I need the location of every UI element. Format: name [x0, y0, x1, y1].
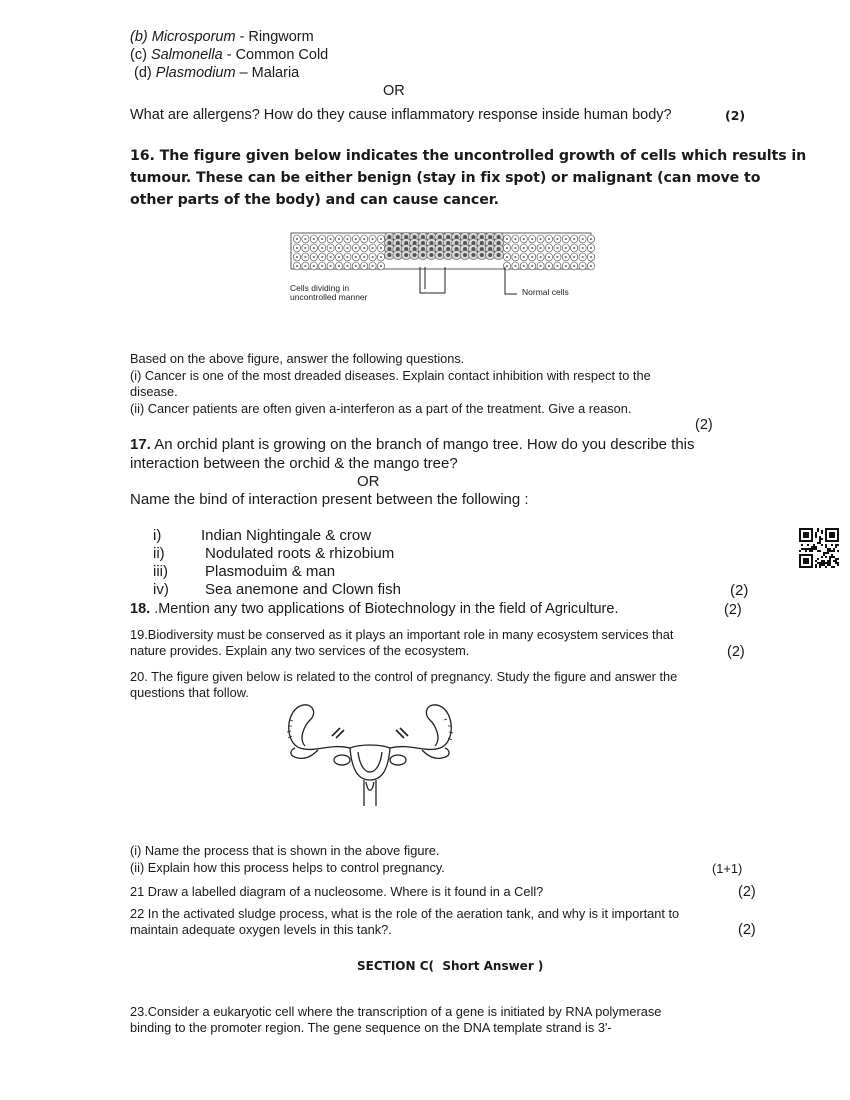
q15-alternative: What are allergens? How do they cause inflammatory response inside human body? — [130, 107, 672, 123]
q17-item-number: iv) — [153, 581, 169, 598]
q18-marks: (2) — [724, 602, 742, 618]
q21-marks: (2) — [738, 884, 756, 900]
q19-line-1: 19.Biodiversity must be conserved as it plays an important role in many ecosystem services that — [130, 627, 674, 642]
q15-option-b: (b) Microsporum - Ringworm — [130, 29, 314, 45]
q19-marks: (2) — [727, 644, 745, 660]
q17-item-text: Sea anemone and Clown fish — [205, 581, 401, 598]
q15-marks: (2) — [725, 108, 746, 123]
tumour-cells-figure — [285, 215, 605, 310]
q15-option-c: (c) Salmonella - Common Cold — [130, 47, 329, 63]
q17-item-text: Plasmoduim & man — [205, 563, 336, 580]
q17-or: OR — [357, 473, 380, 490]
fig-label-normal-cells: Normal cells — [522, 287, 569, 297]
q22-line-2: maintain adequate oxygen levels in this tank?. — [130, 922, 392, 937]
q16-part-ii: (ii) Cancer patients are often given a-interferon as a part of the treatment. Give a reason. — [130, 401, 632, 416]
qr-code-icon — [799, 528, 839, 570]
fig-label-cells-dividing: Cells dividing in — [290, 283, 350, 293]
q17-item-text: Indian Nightingale & crow — [201, 527, 372, 544]
q16-line-3: other parts of the body) and can cause cancer. — [130, 192, 499, 208]
q17-marks: (2) — [730, 582, 749, 599]
q15-option-d: (d) Plasmodium – Malaria — [130, 65, 300, 81]
q17-item-number: i) — [153, 527, 162, 544]
cell-grid — [293, 233, 594, 271]
q23-line-1: 23.Consider a eukaryotic cell where the transcription of a gene is initiated by RNA polymerase — [130, 1004, 662, 1019]
fig-label-uncontrolled: uncontrolled manner — [290, 292, 368, 302]
q16-line-2: tumour. These can be either benign (stay in fix spot) or malignant (can move to — [130, 170, 761, 186]
q18: 18. .Mention any two applications of Biotechnology in the field of Agriculture. — [130, 601, 619, 617]
or-divider: OR — [383, 83, 405, 99]
q16-based: Based on the above figure, answer the following questions. — [130, 351, 465, 366]
q22-marks: (2) — [738, 922, 756, 938]
q17-item-text: Nodulated roots & rhizobium — [205, 545, 395, 562]
q23-line-2: binding to the promoter region. The gene sequence on the DNA template strand is 3'- — [130, 1020, 612, 1035]
q17-line-2: interaction between the orchid & the mango tree? — [130, 455, 458, 472]
q16-marks: (2) — [695, 417, 713, 433]
female-reproductive-system-figure — [280, 698, 460, 810]
section-c-heading: SECTION C( Short Answer ) — [357, 959, 544, 973]
q19-line-2: nature provides. Explain any two services of the ecosystem. — [130, 643, 470, 658]
q17-line-1: 17. An orchid plant is growing on the branch of mango tree. How do you describe this — [130, 436, 695, 453]
q20-line-2: questions that follow. — [130, 685, 249, 700]
q20-line-1: 20. The figure given below is related to the control of pregnancy. Study the figure and answer the — [130, 669, 678, 684]
q16-part-i-line-2: disease. — [130, 384, 178, 399]
q22-line-1: 22 In the activated sludge process, what is the role of the aeration tank, and why is it important to — [130, 906, 680, 921]
q21: 21 Draw a labelled diagram of a nucleosome. Where is it found in a Cell? — [130, 884, 544, 899]
q20-part-ii: (ii) Explain how this process helps to control pregnancy. — [130, 860, 445, 875]
q20-part-i: (i) Name the process that is shown in the above figure. — [130, 843, 440, 858]
q17-item-number: iii) — [153, 563, 168, 580]
q16-part-i-line-1: (i) Cancer is one of the most dreaded diseases. Explain contact inhibition with respect to the — [130, 368, 651, 383]
q16-line-1: 16. The figure given below indicates the uncontrolled growth of cells which results in — [130, 148, 807, 164]
q20-marks: (1+1) — [712, 861, 743, 876]
q17-item-number: ii) — [153, 545, 165, 562]
q17-alternative: Name the bind of interaction present between the following : — [130, 491, 529, 508]
